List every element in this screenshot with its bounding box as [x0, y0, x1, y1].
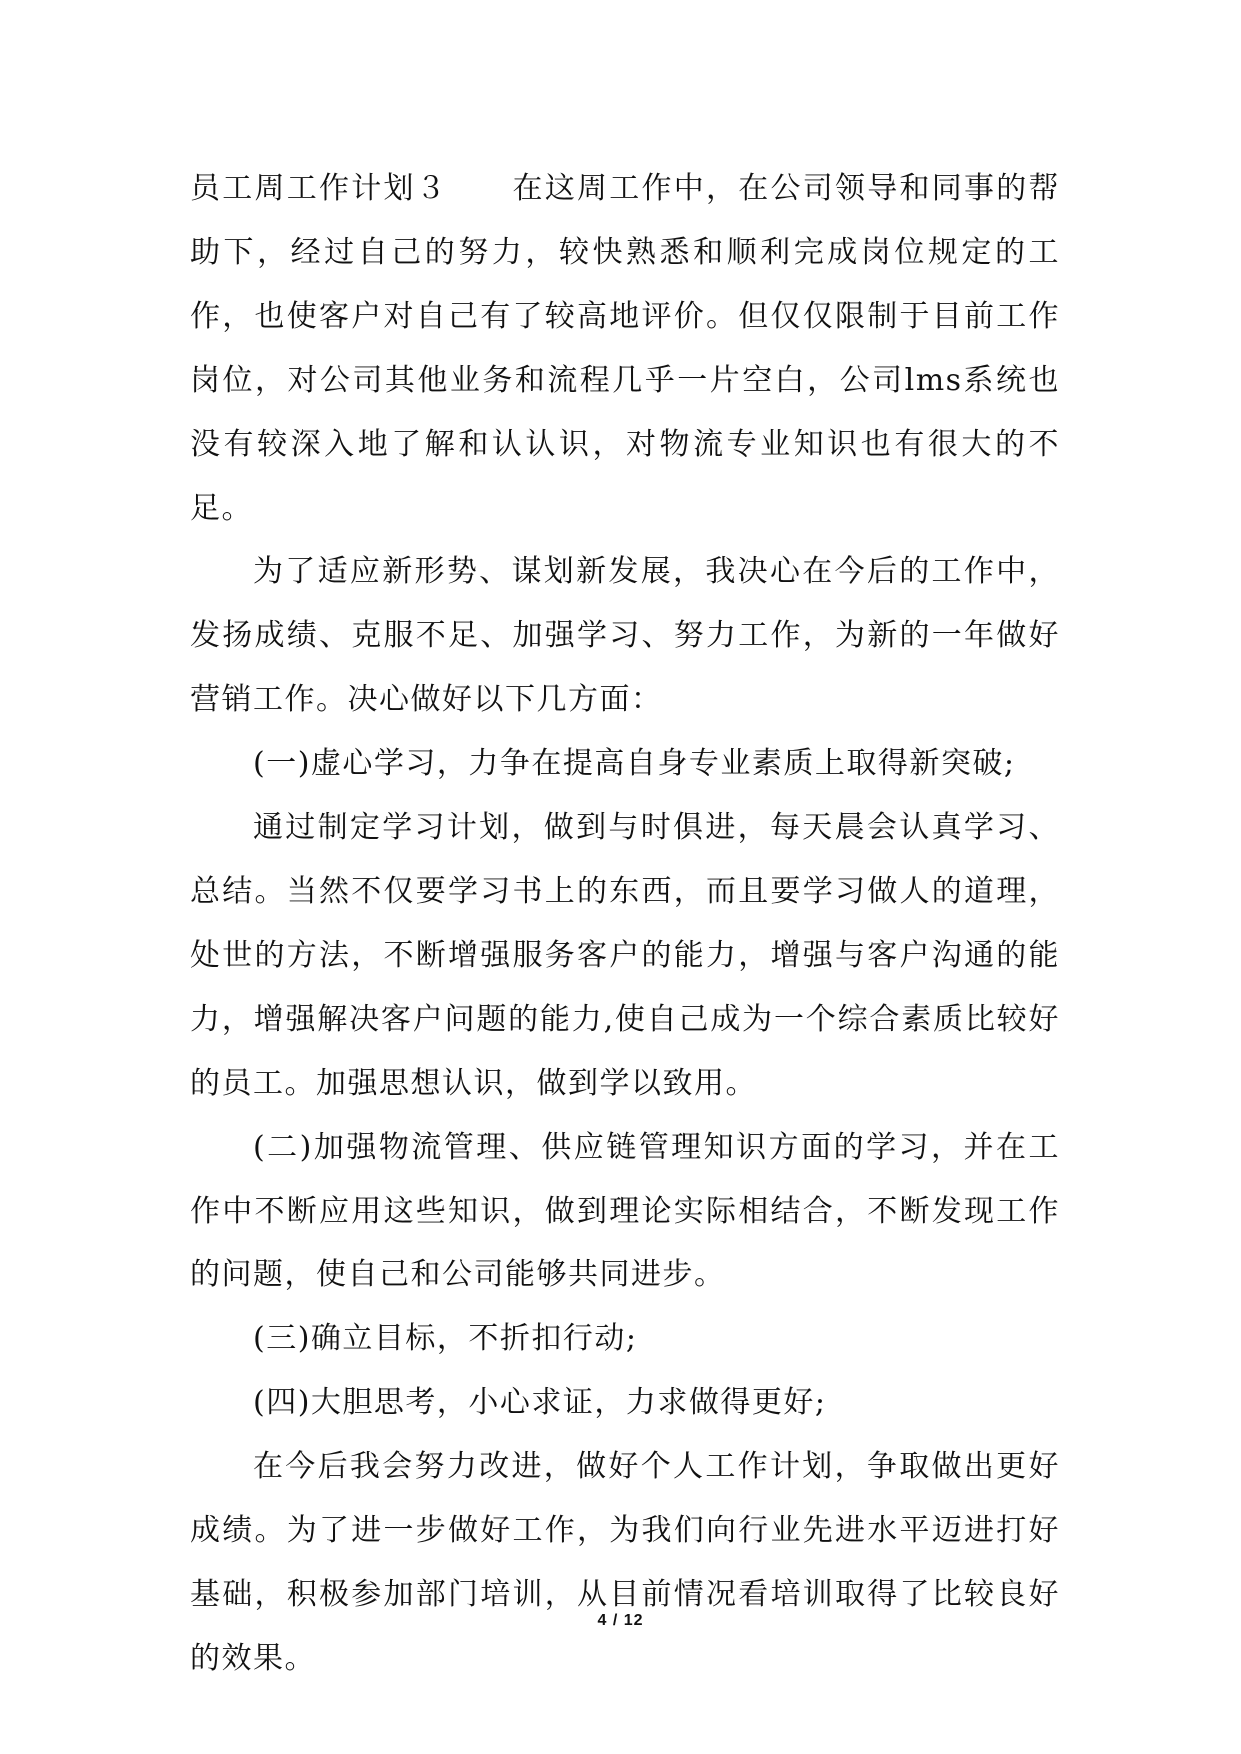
- page-number: 4 / 12: [597, 1612, 644, 1629]
- paragraph-2: 为了适应新形势、谋划新发展，我决心在今后的工作中，发扬成绩、克服不足、加强学习、努力工作，为新的一年做好营销工作。决心做好以下几方面：: [190, 554, 1060, 718]
- paragraph-3: (一)虚心学习，力争在提高自身专业素质上取得新突破;: [253, 746, 1016, 782]
- paragraph-8: 在今后我会努力改进，做好个人工作计划，争取做出更好成绩。为了进一步做好工作，为我们向行业先进水平迈进打好基础，积极参加部门培训，从目前情况看培训取得了比较良好的效果。: [190, 1449, 1060, 1676]
- paragraph-4: 通过制定学习计划，做到与时俱进，每天晨会认真学习、总结。当然不仅要学习书上的东西，而且要学习做人的道理，处世的方法，不断增强服务客户的能力，增强与客户沟通的能力，增强解决客户问题的能力,使自己成为一个综合素质比较好的员工。加强思想认识，做到学以致用。: [190, 810, 1060, 1101]
- document-body: [190, 157, 1060, 1691]
- paragraph-6: (三)确立目标，不折扣行动;: [253, 1321, 638, 1357]
- paragraph-5: (二)加强物流管理、供应链管理知识方面的学习，并在工作中不断应用这些知识，做到理论实际相结合，不断发现工作的问题，使自己和公司能够共同进步。: [190, 1129, 1060, 1293]
- paragraph-7: (四)大胆思考，小心求证，力求做得更好;: [253, 1385, 827, 1421]
- paragraph-1: 员工周工作计划３ 在这周工作中，在公司领导和同事的帮助下，经过自己的努力，较快熟悉和顺利完成岗位规定的工作，也使客户对自己有了较高地评价。但仅仅限制于目前工作岗位，对公司其他业务和流程几乎一片空白，公司lms系统也没有较深入地了解和认认识，对物流专业知识也有很大的不足。: [190, 171, 1060, 526]
